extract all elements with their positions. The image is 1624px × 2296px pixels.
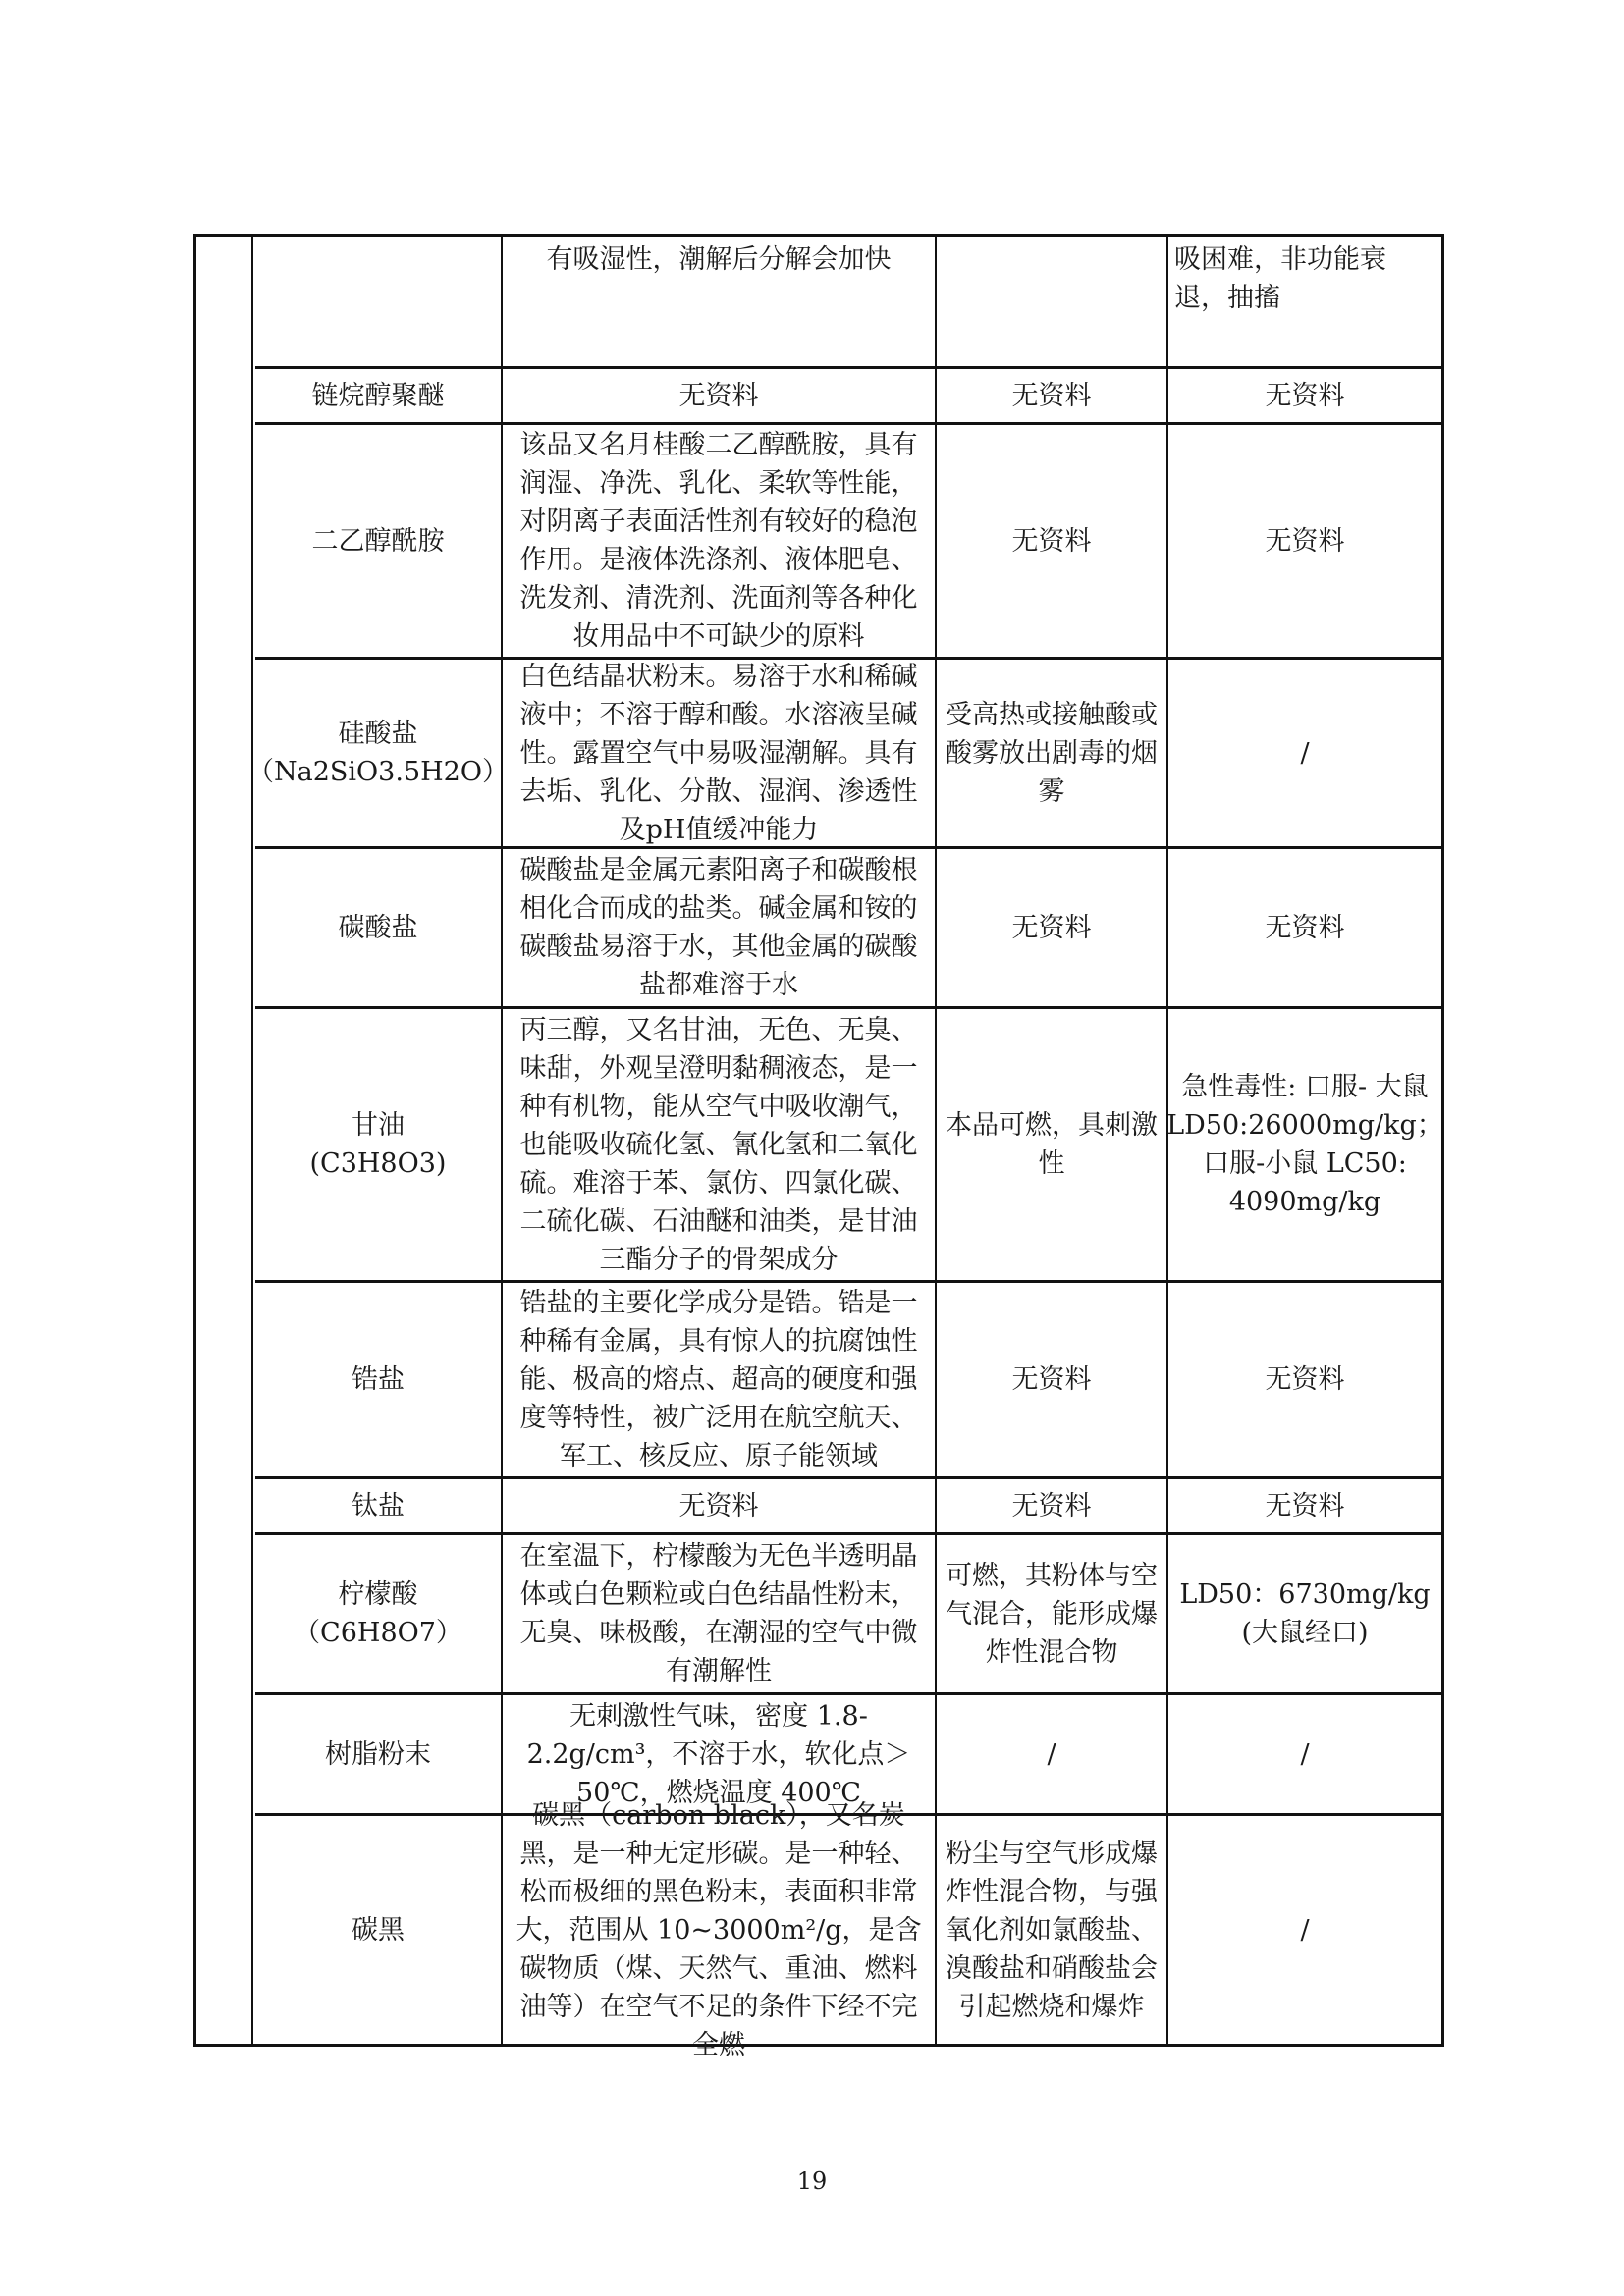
substance-name: 柠檬酸 bbox=[338, 1579, 418, 1610]
substance-toxicity: / bbox=[1166, 660, 1441, 846]
substance-formula: (C3H8O3) bbox=[309, 1148, 447, 1179]
table-row bbox=[247, 660, 1441, 846]
substance-name-cell bbox=[255, 1009, 501, 1280]
substance-name: 碳酸盐 bbox=[338, 912, 418, 943]
substance-hazard: / bbox=[935, 1695, 1166, 1813]
substance-name: 链烷醇聚醚 bbox=[311, 380, 445, 411]
substance-toxicity: 吸困难，非功能衰退，抽搐 bbox=[1166, 237, 1441, 366]
substance-properties: 在室温下，柠檬酸为无色半透明晶体或白色颗粒或白色结晶性粉末，无臭、味极酸，在潮湿的空气中微有潮解性 bbox=[501, 1535, 935, 1692]
substance-hazard: 无资料 bbox=[935, 425, 1166, 657]
table-row bbox=[255, 1009, 1441, 1280]
substance-properties: 无资料 bbox=[501, 369, 935, 422]
table-row bbox=[255, 369, 1441, 422]
substance-properties: 该品又名月桂酸二乙醇酰胺，具有润湿、净洗、乳化、柔软等性能，对阴离子表面活性剂有较好的稳泡作用。是液体洗涤剂、液体肥皂、洗发剂、清洗剂、洗面剂等各种化妆用品中不可缺少的原料 bbox=[501, 425, 935, 657]
substance-hazard: 无资料 bbox=[935, 1283, 1166, 1476]
substance-properties: 有吸湿性，潮解后分解会加快 bbox=[501, 237, 935, 366]
substance-name-cell bbox=[247, 660, 509, 846]
table-row bbox=[255, 1535, 1441, 1692]
substance-toxicity: 无资料 bbox=[1166, 425, 1441, 657]
substance-hazard: 无资料 bbox=[935, 369, 1166, 422]
hazard-table bbox=[193, 234, 1444, 2060]
table-row bbox=[255, 849, 1441, 1006]
substance-properties: 碳酸盐是金属元素阳离子和碳酸根相化合而成的盐类。碱金属和铵的碳酸盐易溶于水，其他金属的碳酸盐都难溶于水 bbox=[501, 849, 935, 1006]
substance-name: 锆盐 bbox=[352, 1364, 405, 1395]
substance-hazard: 无资料 bbox=[935, 849, 1166, 1006]
substance-properties: 锆盐的主要化学成分是锆。锆是一种稀有金属，具有惊人的抗腐蚀性能、极高的熔点、超高的硬度和强度等特性，被广泛用在航空航天、军工、核反应、原子能领域 bbox=[501, 1283, 935, 1476]
substance-name: 碳黑 bbox=[352, 1914, 405, 1946]
substance-toxicity: LD50：6730mg/kg (大鼠经口) bbox=[1166, 1535, 1441, 1692]
substance-toxicity: 无资料 bbox=[1166, 1283, 1441, 1476]
substance-hazard: 可燃，其粉体与空气混合，能形成爆炸性混合物 bbox=[935, 1535, 1166, 1692]
substance-name-cell bbox=[255, 1535, 501, 1692]
substance-name: 二乙醇酰胺 bbox=[311, 525, 445, 557]
substance-properties: 丙三醇，又名甘油，无色、无臭、味甜，外观呈澄明黏稠液态，是一种有机物，能从空气中吸收潮气，也能吸收硫化氢、氰化氢和二氧化硫。难溶于苯、氯仿、四氯化碳、二硫化碳、石油醚和油类，是甘油三酯分子的骨架成分 bbox=[501, 1009, 935, 1280]
table-row bbox=[255, 1799, 1441, 2060]
table-row bbox=[255, 1283, 1441, 1476]
substance-properties: 碳黑（carbon black），又名炭黑，是一种无定形碳。是一种轻、松而极细的黑色粉末，表面积非常大，范围从 10~3000m²/g，是含碳物质（煤、天然气、重油、燃料油等）在空气不足的条件下经不完全燃 bbox=[501, 1816, 935, 2044]
table-row bbox=[255, 237, 1441, 366]
substance-formula: （Na2SiO3.5H2O） bbox=[247, 757, 509, 787]
substance-hazard bbox=[935, 237, 1166, 366]
substance-toxicity: 急性毒性: 口服- 大鼠 LD50:26000mg/kg； 口服-小鼠 LC50: 4090mg/kg bbox=[1166, 1009, 1441, 1280]
substance-properties: 无刺激性气味，密度 1.8-2.2g/cm³，不溶于水，软化点＞50℃，燃烧温度 400℃ bbox=[501, 1695, 935, 1813]
table-row bbox=[255, 425, 1441, 657]
substance-toxicity: 无资料 bbox=[1166, 369, 1441, 422]
left-margin-column bbox=[251, 237, 253, 2044]
substance-properties: 白色结晶状粉末。易溶于水和稀碱液中；不溶于醇和酸。水溶液呈碱性。露置空气中易吸湿潮解。具有去垢、乳化、分散、湿润、渗透性及pH值缓冲能力 bbox=[501, 660, 935, 846]
substance-name: 甘油 bbox=[352, 1110, 405, 1141]
substance-name: 硅酸盐 bbox=[338, 719, 418, 749]
table-row bbox=[255, 1479, 1441, 1532]
substance-toxicity: 无资料 bbox=[1166, 849, 1441, 1006]
substance-name: 钛盐 bbox=[352, 1490, 405, 1522]
substance-hazard: 受高热或接触酸或酸雾放出剧毒的烟雾 bbox=[935, 660, 1166, 846]
substance-toxicity: / bbox=[1166, 1695, 1441, 1813]
substance-name bbox=[255, 237, 501, 366]
substance-properties: 无资料 bbox=[501, 1479, 935, 1532]
substance-name: 树脂粉末 bbox=[325, 1738, 431, 1770]
page-number: 19 bbox=[796, 2167, 828, 2195]
substance-toxicity: / bbox=[1166, 1816, 1441, 2044]
substance-toxicity: 无资料 bbox=[1166, 1479, 1441, 1532]
substance-hazard: 本品可燃，具刺激性 bbox=[935, 1009, 1166, 1280]
substance-hazard: 无资料 bbox=[935, 1479, 1166, 1532]
substance-formula: （C6H8O7） bbox=[294, 1618, 462, 1648]
substance-hazard: 粉尘与空气形成爆炸性混合物，与强氧化剂如氯酸盐、溴酸盐和硝酸盐会引起燃烧和爆炸 bbox=[935, 1816, 1166, 2044]
